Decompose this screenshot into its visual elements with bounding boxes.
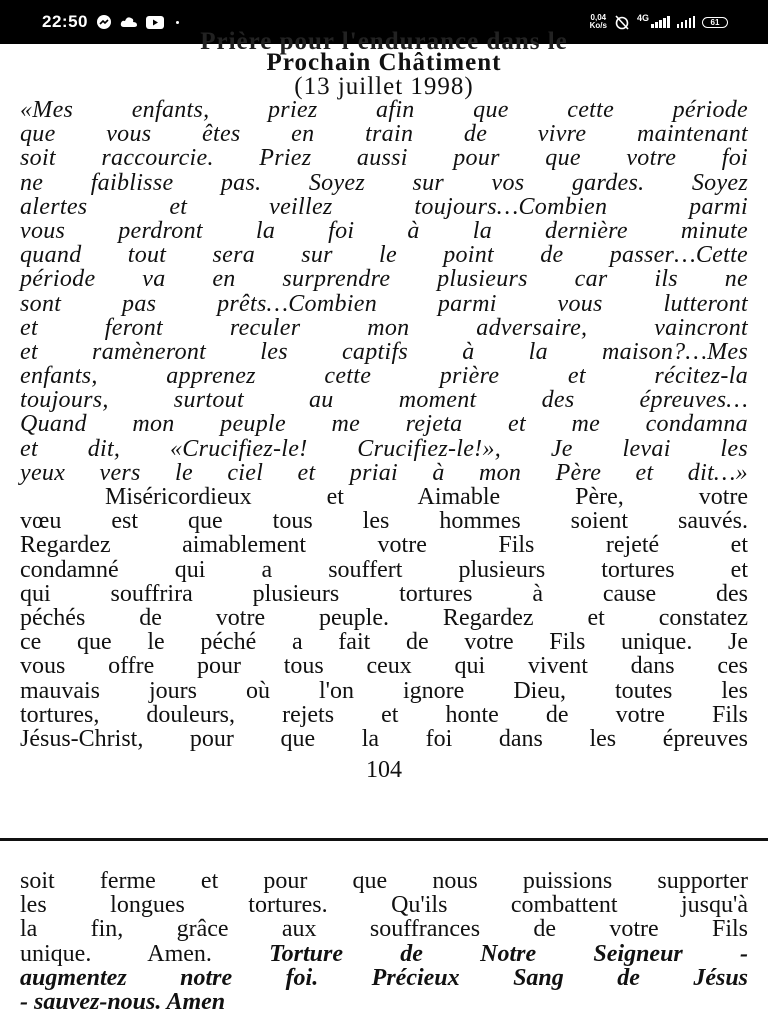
prayer-line: soit ferme et pour que nous puissions supporter [20,868,748,894]
prayer-line: Miséricordieux et Aimable Père, votre [105,484,748,510]
signal-4g-icon [651,16,670,28]
page-number: 104 [366,757,402,783]
prayer-line-mixed [20,942,748,966]
message-line: quand tout sera sur le point de passer…Cette [20,242,748,269]
message-body [20,98,748,751]
message-line: période va en surprendre plusieurs car ils ne [20,266,748,293]
prayer-line: la fin, grâce aux souffrances de votre Fils [20,916,748,943]
prayer-line: Jésus-Christ, pour que la foi dans les épreuves [20,725,748,752]
prayer-line: tortures, douleurs, rejets et honte de votre Fils [20,701,748,728]
prayer-line: vœu est que tous les hommes soient sauvés. [20,508,748,535]
signal-icon [677,16,696,28]
network-type: 4G [636,13,649,23]
prayer-line: Regardez aimablement votre Fils rejeté et [20,532,748,559]
battery-level: 61 [710,17,720,27]
network-speed-value: 0,04 [590,13,607,22]
prayer-line: vous offre pour tous ceux qui vivent dans ces [20,653,748,680]
chapter-date: (13 juillet 1998) [294,73,474,100]
youtube-icon [146,16,164,29]
cloud-icon [120,16,138,28]
message-line: enfants, apprenez cette prière et récitez-la [20,363,748,390]
message-line: et feront reculer mon adversaire, vaincront [20,314,748,341]
document-page-104 [0,28,768,840]
message-line: et dit, «Crucifiez-le! Crucifiez-le!», Je levai les [20,435,748,462]
prayer-line: ce que le péché a fait de votre Fils unique. Je [20,629,748,656]
network-speed-unit: Ko/s [589,21,607,30]
message-line: que vous êtes en train de vivre maintenant [20,121,748,148]
message-line: soit raccourcie. Priez aussi pour que votre foi [20,145,748,172]
message-line: «Mes enfants, priez afin que cette période [20,97,748,123]
prayer-line: péchés de votre peuple. Regardez et constatez [20,604,748,631]
prayer-line: condamné qui a souffert plusieurs tortures et [20,556,748,583]
status-time: 22:50 [42,12,88,31]
prayer-line: mauvais jours où l'on ignore Dieu, toutes les [20,677,748,704]
document-page-105 [20,869,748,1014]
prayer-amen-text: unique. Amen. [20,940,270,967]
chapter-title-cut: Prière pour l'endurance dans le [200,28,568,55]
page-divider [0,838,768,841]
prayer-line: les longues tortures. Qu'ils combattent jusqu'à [20,892,748,919]
chapter-title: Prochain Châtiment [266,49,502,76]
message-line: et ramèneront les captifs à la maison?…Mes [20,338,748,365]
message-line: ne faiblisse pas. Soyez sur vos gardes. Soyez [20,169,748,196]
prayer-line: qui souffrira plusieurs tortures à cause des [20,580,748,607]
message-line: yeux vers le ciel et priai à mon Père et dit…» [20,459,748,486]
message-line: alertes et veillez toujours…Combien parmi [20,193,748,220]
message-line: Quand mon peuple me rejeta et me condamna [20,411,748,438]
message-line: sont pas prêts…Combien parmi vous lutteront [20,290,748,317]
invocation-line: augmentez notre foi. Précieux Sang de Jésus [20,964,748,991]
message-line: toujours, surtout au moment des épreuves… [20,387,748,414]
message-line: vous perdront la foi à la dernière minute [20,217,748,244]
battery-icon [702,17,728,28]
invocation-line: - sauvez-nous. Amen [20,988,226,1015]
invocation-text: Torture de Notre Seigneur - [269,940,748,967]
more-notifications-dot-icon [176,21,179,24]
